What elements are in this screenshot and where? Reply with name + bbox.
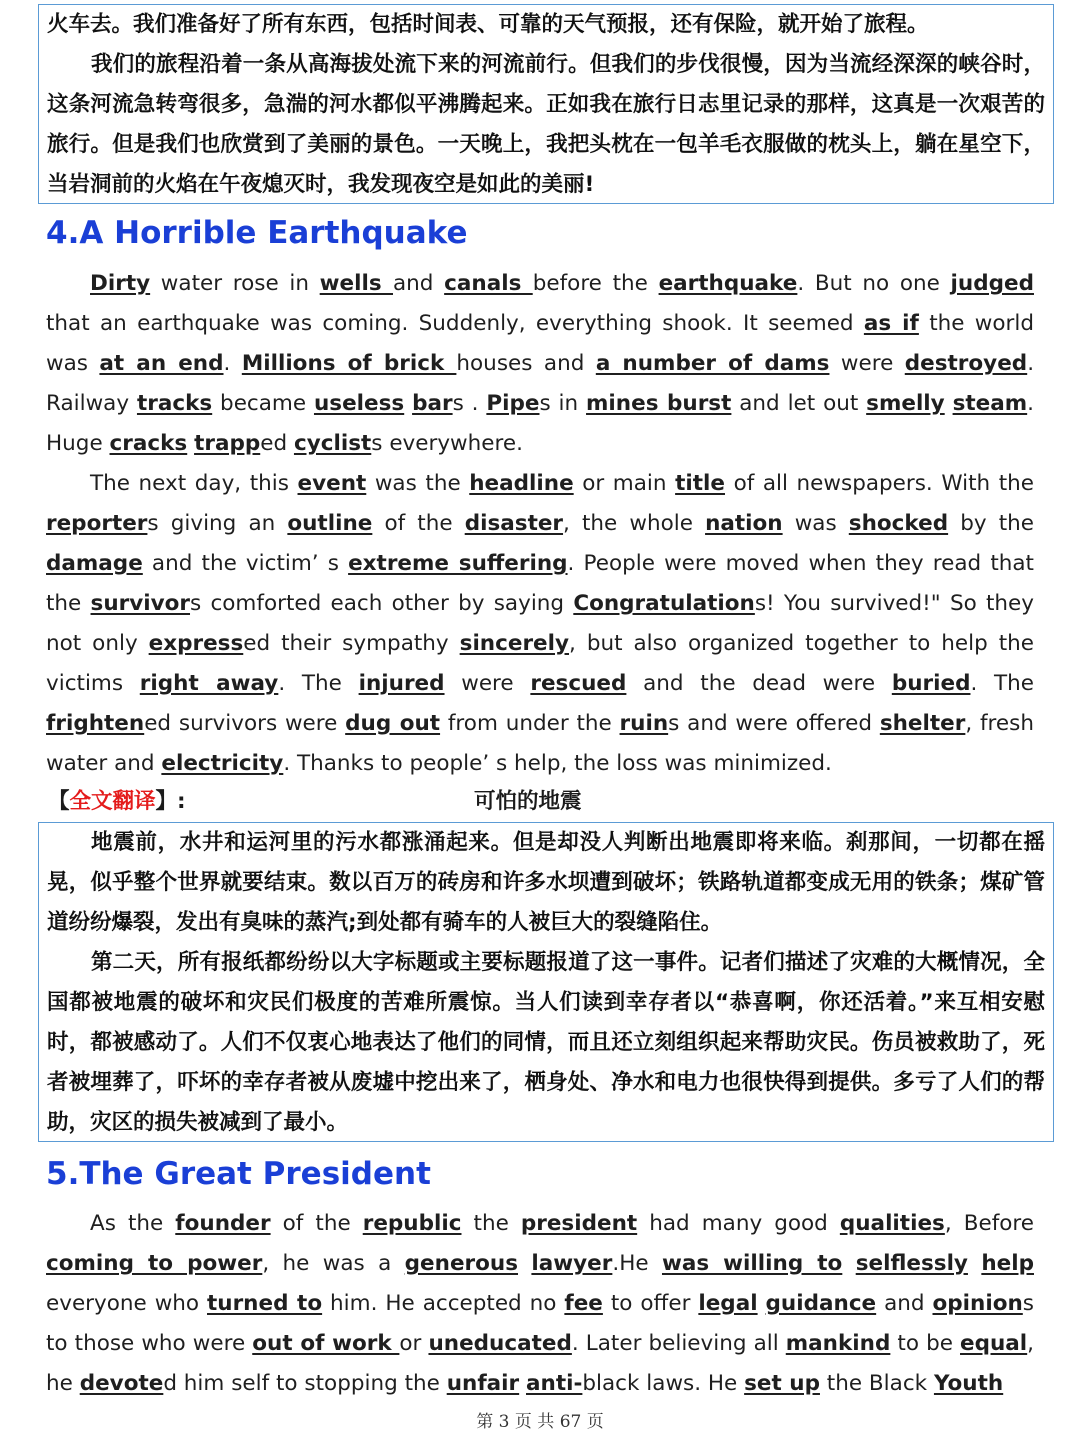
- vocab-term: fee: [564, 1291, 603, 1316]
- text-run: were: [444, 671, 531, 696]
- vocab-term: Pipe: [486, 391, 540, 416]
- vocab-term: president: [520, 1211, 638, 1236]
- vocab-term: nation: [705, 511, 783, 536]
- text-run: ed survivors were: [144, 711, 346, 736]
- vocab-term: legal: [698, 1291, 758, 1316]
- vocab-term: Millions of brick: [241, 351, 457, 376]
- vocab-term: generous: [404, 1251, 519, 1276]
- vocab-term: tracks: [136, 391, 213, 416]
- vocab-term: unfair: [446, 1371, 520, 1396]
- vocab-term: ruin: [619, 711, 669, 736]
- vocab-term: at an end: [99, 351, 224, 376]
- vocab-term: Dirty: [90, 271, 151, 296]
- vocab-term: selflessly: [855, 1251, 968, 1276]
- text-run: black laws. He: [582, 1371, 745, 1396]
- text-run: ed their sympathy: [243, 631, 460, 656]
- text-run: and let out: [731, 391, 867, 416]
- vocab-term: mankind: [785, 1331, 891, 1356]
- text-run: was: [782, 511, 849, 536]
- text-run: from under the: [440, 711, 620, 736]
- vocab-term: title: [675, 471, 725, 496]
- text-run: s and were offered: [668, 711, 880, 736]
- vocab-term: extreme suffering: [348, 551, 568, 576]
- text-run: everyone who: [46, 1291, 207, 1316]
- text-run: . The: [278, 671, 359, 696]
- president-paragraph: [46, 1204, 1034, 1404]
- text-run: . Huge: [46, 391, 1034, 456]
- vocab-term: founder: [175, 1211, 271, 1236]
- vocab-term: steam: [952, 391, 1028, 416]
- text-run: and: [876, 1291, 933, 1316]
- text-run: [968, 1251, 981, 1276]
- vocab-term: canals: [444, 271, 533, 296]
- vocab-term: damage: [46, 551, 143, 576]
- vocab-term: opinion: [932, 1291, 1023, 1316]
- text-run: the world was: [46, 311, 1035, 376]
- translation-box-top: [38, 4, 1054, 204]
- translation-box-earthquake: [38, 822, 1054, 1142]
- vocab-term: outline: [287, 511, 373, 536]
- translation-paragraph: 我们的旅程沿着一条从高海拔处流下来的河流前行。但我们的步伐很慢，因为当流经深深的峡谷时，这条河流急转弯很多，急湍的河水都似平沸腾起来。正如我在旅行日志里记录的那样，这真是一次艰苦的旅行。但是我们也欣赏到了美丽的景色。一天晚上，我把头枕在一包羊毛衣服做的枕头上，躺在星空下，当岩洞前的火焰在午夜熄灭时，我发现夜空是如此的美丽!: [47, 52, 1045, 197]
- vocab-term: dug out: [345, 711, 441, 736]
- text-run: d him self to stopping the: [163, 1371, 447, 1396]
- vocab-term: event: [297, 471, 367, 496]
- vocab-term: smelly: [866, 391, 945, 416]
- text-run: or: [399, 1331, 429, 1356]
- vocab-term: survivor: [90, 591, 191, 616]
- vocab-term: set up: [744, 1371, 820, 1396]
- text-run: As the: [90, 1211, 176, 1236]
- text-run: before the: [532, 271, 659, 296]
- vocab-term: as if: [863, 311, 919, 336]
- vocab-term: sincerely: [459, 631, 570, 656]
- vocab-term: electricity: [161, 751, 284, 776]
- vocab-term: frighten: [46, 711, 145, 736]
- text-run: s to those who were: [46, 1291, 1034, 1356]
- text-run: [842, 1251, 855, 1276]
- text-run: s .: [452, 391, 487, 416]
- text-run: .: [223, 351, 242, 376]
- vocab-term: earthquake: [658, 271, 798, 296]
- earthquake-paragraph-1: [46, 264, 1034, 464]
- text-run: or main: [573, 471, 676, 496]
- text-run: [404, 391, 412, 416]
- vocab-term: trapp: [194, 431, 261, 456]
- vocab-term: a number of dams: [595, 351, 830, 376]
- vocab-term: uneducated: [428, 1331, 572, 1356]
- text-run: were: [829, 351, 905, 376]
- vocab-term: out of work: [252, 1331, 400, 1356]
- vocab-term: injured: [358, 671, 445, 696]
- vocab-term: turned to: [207, 1291, 323, 1316]
- text-run: the: [461, 1211, 521, 1236]
- vocab-term: rescued: [530, 671, 627, 696]
- text-run: , but also organized together to help the victims: [46, 631, 1034, 696]
- text-run: by the: [948, 511, 1034, 536]
- text-run: ed: [260, 431, 294, 456]
- text-run: had many good: [637, 1211, 840, 1236]
- vocab-term: Congratulation: [573, 591, 755, 616]
- vocab-term: guidance: [765, 1291, 877, 1316]
- translation-label: [48, 784, 186, 815]
- vocab-term: shelter: [879, 711, 966, 736]
- vocab-term: wells: [319, 271, 393, 296]
- vocab-term: was willing to: [661, 1251, 843, 1276]
- text-run: became: [212, 391, 314, 416]
- vocab-term: express: [148, 631, 244, 656]
- text-run: was the: [366, 471, 470, 496]
- vocab-term: destroyed: [904, 351, 1028, 376]
- text-run: [945, 391, 953, 416]
- vocab-term: lawyer: [531, 1251, 613, 1276]
- section-heading-earthquake: 4.A Horrible Earthquake: [46, 215, 468, 251]
- text-run: , he was a: [262, 1251, 405, 1276]
- translation-paragraph: 地震前，水井和运河里的污水都涨涌起来。但是却没人判断出地震即将来临。刹那间，一切都在摇晃，似乎整个世界就要结束。数以百万的砖房和许多水坝遭到破坏；铁路轨道都变成无用的铁条；煤矿管道纷纷爆裂，发出有臭味的蒸汽;到处都有骑车的人被巨大的裂缝陷住。: [47, 830, 1045, 935]
- text-run: of all newspapers. With the: [725, 471, 1035, 496]
- vocab-term: equal: [960, 1331, 1028, 1356]
- text-run: and the dead were: [626, 671, 892, 696]
- text-run: [519, 1371, 526, 1396]
- vocab-term: coming to power: [46, 1251, 263, 1276]
- vocab-term: buried: [891, 671, 971, 696]
- text-run: s giving an: [147, 511, 288, 536]
- text-run: . The: [970, 671, 1035, 696]
- vocab-term: help: [981, 1251, 1034, 1276]
- text-run: of the: [270, 1211, 363, 1236]
- text-run: and: [393, 271, 445, 296]
- text-run: , the whole: [563, 511, 706, 536]
- vocab-term: qualities: [839, 1211, 945, 1236]
- translation-line: 火车去。我们准备好了所有东西，包括时间表、可靠的天气预报，还有保险，就开始了旅程。: [47, 12, 929, 37]
- vocab-term: devote: [79, 1371, 164, 1396]
- earthquake-paragraph-2: [46, 464, 1034, 784]
- vocab-term: useless: [313, 391, 405, 416]
- vocab-term: reporter: [46, 511, 148, 536]
- text-run: s comforted each other by saying: [190, 591, 574, 616]
- text-run: of the: [372, 511, 465, 536]
- vocab-term: anti-: [526, 1371, 583, 1396]
- vocab-term: headline: [469, 471, 574, 496]
- text-run: , fresh water and: [46, 711, 1034, 776]
- vocab-term: right away: [139, 671, 279, 696]
- text-run: s everywhere.: [371, 431, 523, 456]
- section-heading-president: 5.The Great President: [46, 1156, 431, 1192]
- vocab-term: Youth: [933, 1371, 1004, 1396]
- text-run: [518, 1251, 531, 1276]
- translation-paragraph: 第二天，所有报纸都纷纷以大字标题或主要标题报道了这一事件。记者们描述了灾难的大概情况，全国都被地震的破坏和灾民们极度的苦难所震惊。当人们读到幸存者以“恭喜啊，你还活着。”来互相安慰时，都被感动了。人们不仅衷心地表达了他们的同情，而且还立刻组织起来帮助灾民。伤员被救助了，死者被埋葬了，吓坏的幸存者被从废墟中挖出来了，栖身处、净水和电力也很快得到提供。多亏了人们的帮助，灾区的损失被减到了最小。: [47, 950, 1045, 1135]
- page-footer: 第 3 页 共 67 页: [476, 1412, 604, 1432]
- label-bracket-open: 【: [48, 789, 70, 814]
- text-run: The next day, this: [90, 471, 298, 496]
- text-run: s! You survived!" So they not only: [46, 591, 1034, 656]
- text-run: . Railway: [46, 351, 1035, 416]
- text-run: [758, 1291, 766, 1316]
- vocab-term: mines burst: [586, 391, 732, 416]
- text-run: the Black: [819, 1371, 934, 1396]
- text-run: that an earthquake was coming. Suddenly, everything shook. It seemed: [46, 311, 864, 336]
- text-run: .He: [612, 1251, 662, 1276]
- text-run: . Thanks to people’ s help, the loss was minimized.: [283, 751, 832, 776]
- vocab-term: shocked: [848, 511, 949, 536]
- translation-title: 可怕的地震: [474, 789, 582, 814]
- text-run: him. He accepted no: [322, 1291, 565, 1316]
- label-bracket-close: 】:: [155, 789, 186, 814]
- text-run: and the victim’ s: [142, 551, 349, 576]
- text-run: . People were moved when they read that the: [46, 551, 1034, 616]
- vocab-term: judged: [950, 271, 1034, 296]
- vocab-term: disaster: [464, 511, 564, 536]
- text-run: . But no one: [797, 271, 951, 296]
- text-run: to be: [890, 1331, 961, 1356]
- text-run: to offer: [602, 1291, 699, 1316]
- vocab-term: cracks: [109, 431, 188, 456]
- text-run: houses and: [456, 351, 596, 376]
- label-word: 全文翻译: [69, 789, 156, 814]
- text-run: . Later believing all: [571, 1331, 786, 1356]
- text-run: , Before: [944, 1211, 1035, 1236]
- text-run: , he: [46, 1331, 1035, 1396]
- vocab-term: bar: [412, 391, 453, 416]
- text-run: s in: [539, 391, 587, 416]
- vocab-term: republic: [362, 1211, 462, 1236]
- text-run: water rose in: [150, 271, 320, 296]
- vocab-term: cyclist: [293, 431, 372, 456]
